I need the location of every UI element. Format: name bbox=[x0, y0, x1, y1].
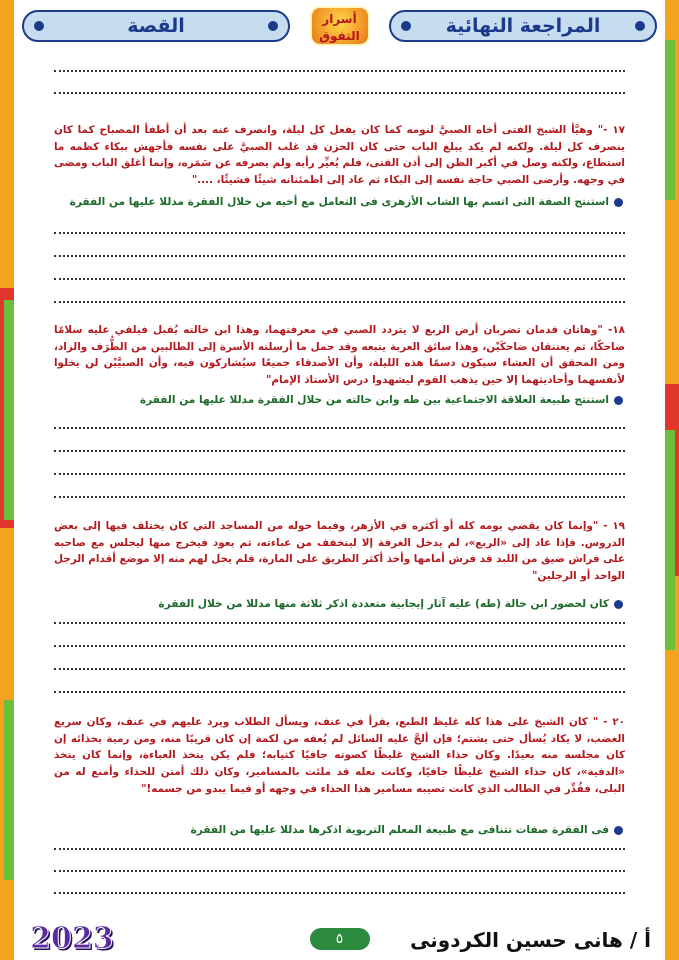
bullet-dot-icon bbox=[614, 396, 623, 405]
answer-line bbox=[54, 622, 625, 624]
bullet-dot-icon bbox=[268, 21, 278, 31]
answer-line bbox=[54, 450, 625, 452]
question-17-text: استنتج الصفة التى اتسم بها الشاب الأزهرى فى التعامل مع أخيه من خلال الفقرة مدللا عليها من الفقرة bbox=[69, 196, 609, 208]
right-green-band bbox=[665, 40, 675, 200]
brand-logo-word: التفوق bbox=[319, 29, 360, 43]
header-left-title: القصة bbox=[127, 15, 185, 37]
answer-line bbox=[54, 848, 625, 850]
bullet-dot-icon bbox=[614, 600, 623, 609]
brand-logo-word: أسرار bbox=[322, 12, 357, 26]
answer-line bbox=[54, 496, 625, 498]
header-right-title: المراجعة النهائية bbox=[445, 15, 601, 37]
page-number: ٥ bbox=[310, 928, 370, 950]
answer-line bbox=[54, 668, 625, 670]
header-left-pill bbox=[22, 10, 290, 42]
right-green-band bbox=[665, 430, 675, 650]
teacher-name: أ / هانى حسين الكردونى bbox=[410, 928, 651, 952]
header-right-pill bbox=[389, 10, 657, 42]
passage-17: ١٧ -" وهيَّأ الشيخ الفتى أخاه الصبيَّ لنومه كما كان يفعل كل ليلة، وانصرف عنه بعد أن أطفأ المصباح كما كان ينصرف كل ليلة. ولكنه لم يكد يبلغ الباب حتى كان الحزن قد غلب الصبيَّ على نفسه فأجهش ببكاء كظمه ما استطاع، ولكنه وصل في أكبر الظن إلى أذن الفتى، فلم يُغيِّر رأيه ولم يصرفه عن سَمَره، وإنما أغلق الباب ومضى في وجهه. وأرضى الصبي حاجة نفسه إلى البكاء ثم عاد إلى اطمئنانه شيئًا فشيئًا، ...." bbox=[54, 124, 625, 187]
bullet-dot-icon bbox=[34, 21, 44, 31]
question-17 bbox=[56, 194, 623, 210]
left-green-band bbox=[4, 700, 14, 880]
left-decorative-edge bbox=[0, 0, 14, 960]
question-20-text: فى الفقرة صفات تتنافى مع طبيعة المعلم التربوية اذكرها مدللا عليها من الفقرة bbox=[190, 824, 609, 836]
passage-19: ١٩ - "وإنما كان يقضي يومه كله أو أكثره في الأزهر، وفيما حوله من المساجد التي كان يختلف فيها إلى بعض الدروس. فإذا عاد إلى «الربع»، لم يدخل الغرفة إلا ليتخفف من عباءته، ثم يعود فيخرج منها ليجلس مع صاحبه على فراش ضيق من اللبد قد فرش أمامها وأخذ أكثر الطريق على المارة، فلم يخل لهم منه إلا موضع أقدام الرجل الواحد أو الرجلين" bbox=[54, 520, 625, 583]
question-19-text: كان لحضور ابن خالة (طه) عليه آثار إيجابية متعددة اذكر ثلاثة منها مدللا من خلال الفقرة bbox=[158, 598, 609, 610]
bullet-dot-icon bbox=[635, 21, 645, 31]
question-18 bbox=[56, 392, 623, 408]
answer-line bbox=[54, 427, 625, 429]
answer-line bbox=[54, 278, 625, 280]
year-badge: 2023 bbox=[30, 921, 114, 956]
passage-18: ١٨- "وهاتان قدمان تضربان أرض الربع لا يتردد الصبي في معرفتهما، وهذا ابن خالته يُقبل فيلقي عليه سلامًا ضاحكًا، ثم يعتنقان ضاحكَيْن، وهذا سائق العربة يتبعه وقد حمل ما أرسلته الأسرة إلى الطالبين من الطُّرَف والزاد، ومن المحقق أن العشاء سيكون دسمًا هذه الليلة، وأن الأصدقاء جميعًا سيُشاركون فيه، وأن الصبيَّيْن لن يخلوا لأنفسهما وأحاديثهما إلا حين يذهب القوم ليشهدوا درس الأستاذ الإمام" bbox=[54, 324, 625, 387]
answer-line bbox=[54, 255, 625, 257]
brand-logo bbox=[310, 6, 370, 46]
bullet-dot-icon bbox=[401, 21, 411, 31]
answer-line bbox=[54, 473, 625, 475]
question-19 bbox=[56, 596, 623, 612]
answer-line bbox=[54, 92, 625, 94]
answer-line bbox=[54, 892, 625, 894]
answer-line bbox=[54, 301, 625, 303]
answer-line bbox=[54, 645, 625, 647]
answer-line bbox=[54, 70, 625, 72]
page-header bbox=[22, 6, 657, 44]
question-18-text: استنتج طبيعة العلاقة الاجتماعية بين طه وابن خالته من خلال الفقرة مدللا عليها من الفقرة bbox=[139, 394, 609, 406]
answer-line bbox=[54, 870, 625, 872]
answer-line bbox=[54, 691, 625, 693]
right-decorative-edge bbox=[665, 0, 679, 960]
page-footer bbox=[22, 920, 657, 956]
answer-line bbox=[54, 232, 625, 234]
passage-20: ٢٠ - " كان الشيخ على هذا كله غليظ الطبع، يقرأ في عنف، ويسأل الطلاب ويرد عليهم في عنف، وكان سريع الغضب، لا يكاد يُسأل حتى يشتم؛ فإن ألحَّ عليه السائل لم يُعفه من لكمة إن كان قريبًا منه، ومن رمية بحذائه إن كان مجلسه منه بعيدًا. وكان حذاء الشيخ غليظًا كصوته جافيًا كثيابه؛ فلم يكن يتخذ العباءة، وإنما كان يتخذ «الدفية»، كان حذاء الشيخ غليظًا جافيًا، وكانت نعله قد ملئت بالمسامير، وكان ذلك أمتن للحذاء وأمنع له من البلى، فقُدِّر في الطالب الذي كانت تصيبه مسامير هذا الحذاء في وجهه أو فيما يبدو من جسمه!" bbox=[54, 716, 625, 795]
worksheet-frame bbox=[26, 52, 653, 918]
question-20 bbox=[56, 822, 623, 838]
bullet-dot-icon bbox=[614, 826, 623, 835]
bullet-dot-icon bbox=[614, 198, 623, 207]
left-green-band bbox=[4, 300, 14, 520]
